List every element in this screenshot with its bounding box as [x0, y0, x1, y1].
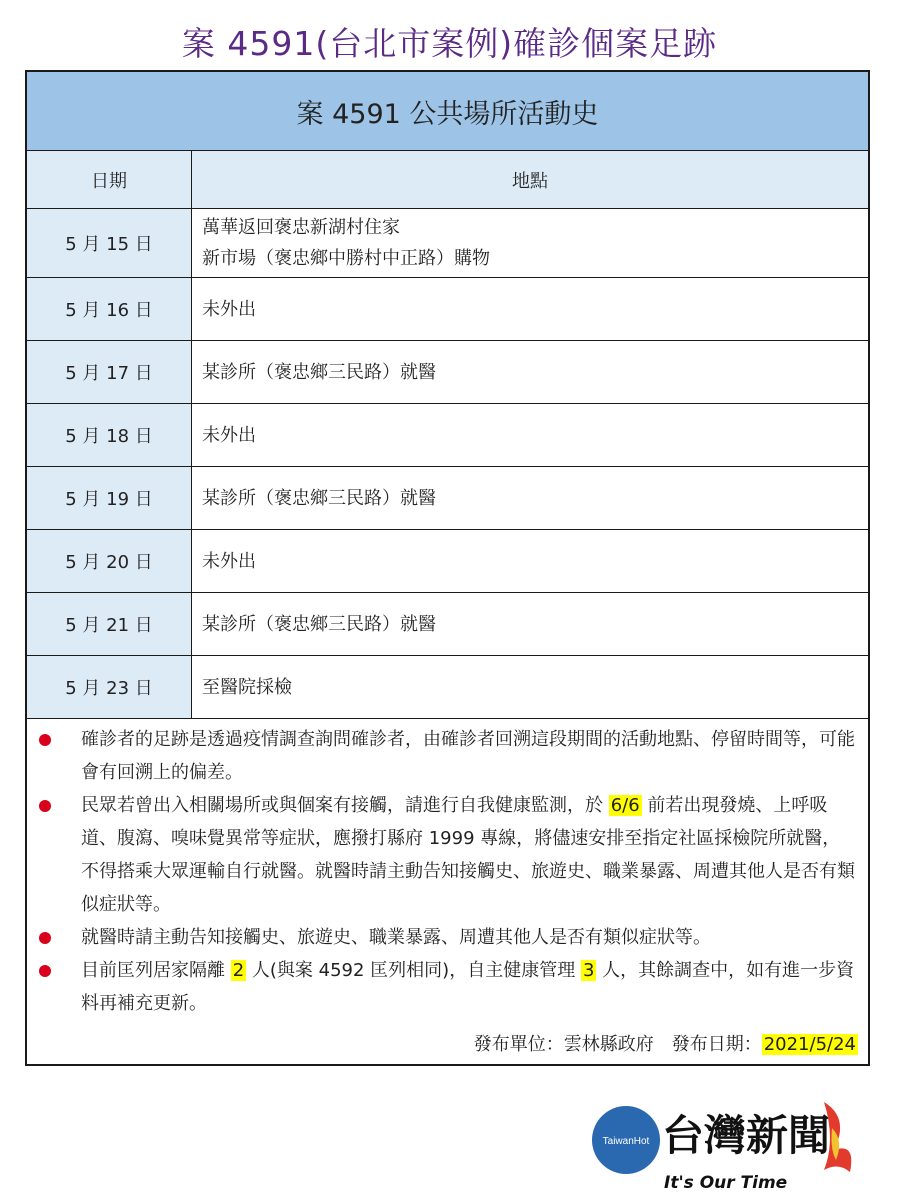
note-item: [33, 954, 858, 1020]
table-row: [27, 278, 868, 341]
table-row: [27, 656, 868, 719]
note-text: 目前匡列居家隔離 2 人(與案 4592 匡列相同)，自主健康管理 3 人，其餘調查中，如有進一步資料再補充更新。: [81, 960, 855, 1014]
row-date: 5 月 18 日: [27, 404, 192, 466]
place-column-header: 地點: [512, 170, 548, 192]
row-place-line: 某診所（褒忠鄉三民路）就醫: [202, 361, 436, 383]
highlight-count: 2: [232, 960, 245, 981]
note-text: 就醫時請主動告知接觸史、旅遊史、職業暴露、周遭其他人是否有類似症狀等。: [81, 927, 711, 948]
row-date: 5 月 15 日: [27, 209, 192, 277]
publish-date: 2021/5/24: [763, 1034, 856, 1055]
row-place: [192, 278, 868, 340]
row-place-line: 未外出: [202, 424, 256, 446]
row-date: 5 月 23 日: [27, 656, 192, 718]
date-column-header: 日期: [27, 151, 192, 208]
row-date: 5 月 17 日: [27, 341, 192, 403]
publisher-label: 發布單位：雲林縣政府 發布日期：: [473, 1034, 762, 1055]
note-text: 民眾若曾出入相關場所或與個案有接觸，請進行自我健康監測，於 6/6 前若出現發燒、上呼吸道、腹瀉、嗅味覺異常等症狀，應撥打縣府 1999 專線，將儘速安排至指定社區採檢院所就醫，不得搭乘大眾運輸自行就醫。就醫時請主動告知接觸史、旅遊史、職業暴露、周遭其他人是否有類似症狀等。: [81, 795, 855, 915]
row-place-line: 萬華返回褒忠新湖村住家: [202, 217, 400, 238]
table-column-header: [27, 151, 868, 209]
table-row: [27, 404, 868, 467]
footprint-document: [25, 70, 870, 1066]
row-place-line: 新市場（褒忠鄉中勝村中正路）購物: [202, 248, 490, 269]
table-row: [27, 341, 868, 404]
red-bullet-icon: [39, 800, 51, 812]
row-place: [192, 467, 868, 529]
table-row: [27, 467, 868, 530]
red-bullet-icon: [39, 932, 51, 944]
row-place-line: 某診所（褒忠鄉三民路）就醫: [202, 613, 436, 635]
logo-slogan: It's Our Time: [664, 1173, 788, 1193]
note-item: [33, 921, 858, 954]
page-title: 案 4591(台北市案例)確診個案足跡: [181, 24, 718, 63]
notes-list: [27, 719, 868, 1020]
table-row: [27, 593, 868, 656]
row-place: [192, 656, 868, 718]
row-place-line: 某診所（褒忠鄉三民路）就醫: [202, 487, 436, 509]
red-bullet-icon: [39, 734, 51, 746]
row-place: [192, 341, 868, 403]
taiwanhot-logo: [588, 1090, 868, 1195]
note-item: [33, 789, 858, 921]
highlight-count: 3: [582, 960, 595, 981]
table-row: [27, 530, 868, 593]
row-place-line: 未外出: [202, 550, 256, 572]
logo-chinese-text: 台灣新聞: [662, 1111, 831, 1160]
row-place-line: 至醫院採檢: [202, 676, 292, 698]
row-place: [192, 530, 868, 592]
row-place: [192, 593, 868, 655]
row-date: 5 月 19 日: [27, 467, 192, 529]
logo-badge-text: TaiwanHot: [602, 1136, 650, 1147]
highlight-date: 6/6: [610, 795, 640, 816]
row-date: 5 月 20 日: [27, 530, 192, 592]
row-date: 5 月 21 日: [27, 593, 192, 655]
row-place: [192, 404, 868, 466]
publish-info: [474, 1030, 858, 1060]
red-bullet-icon: [39, 965, 51, 977]
note-item: [33, 723, 858, 789]
note-text: 確診者的足跡是透過疫情調查詢問確診者，由確診者回溯這段期間的活動地點、停留時間等，可能會有回溯上的偏差。: [81, 729, 855, 783]
table-row: [27, 209, 868, 278]
row-place-line: 未外出: [202, 298, 256, 320]
table-title: 案 4591 公共場所活動史: [27, 72, 868, 151]
row-place: [192, 209, 868, 277]
row-date: 5 月 16 日: [27, 278, 192, 340]
